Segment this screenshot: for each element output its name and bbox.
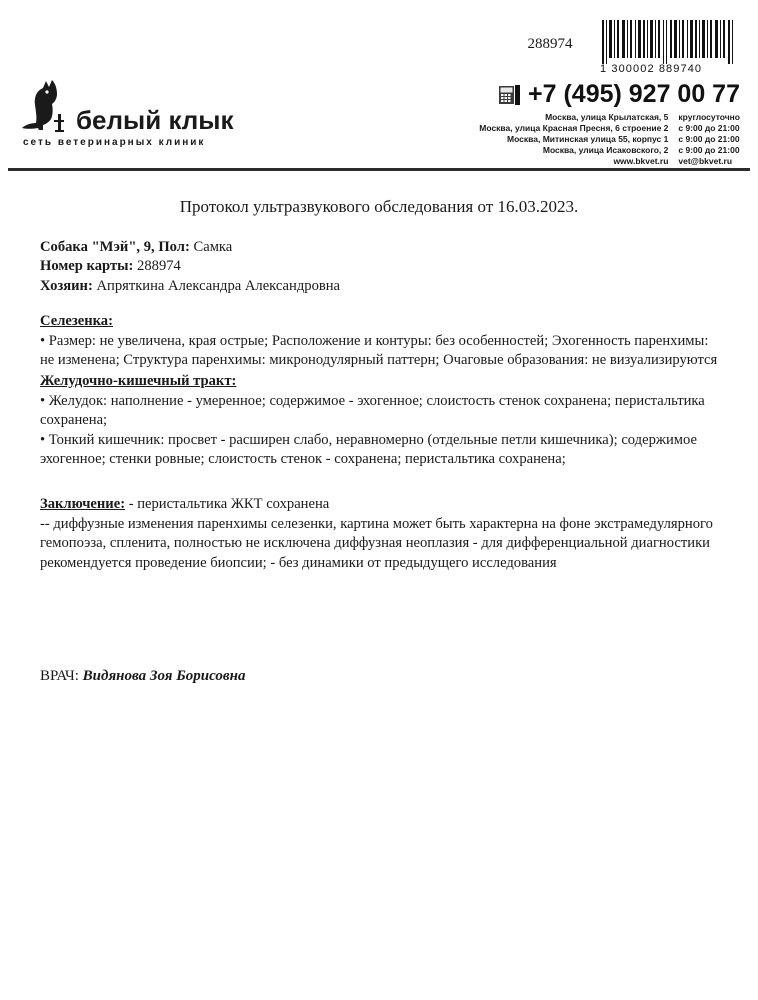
location-address: Москва, улица Красная Пресня, 6 строение 2 [479, 122, 669, 133]
telephone-icon [499, 85, 521, 105]
report-body [40, 238, 724, 573]
conclusion-body: -- диффузные изменения паренхимы селезенки, картина может быть характерна на фоне экстрамедулярного гемопоэза, спленита, полностью не исключена диффузная неоплазия - для дифференциальной диагностики рекомендуется проведение биопсии; - без динамики от предыдущего исследования [40, 515, 713, 571]
card-number-top: 288974 [527, 36, 573, 52]
location-row [479, 123, 740, 134]
location-hours: круглосуточно [678, 112, 740, 122]
patient-owner-value: Апряткина Александра Александровна [96, 277, 341, 294]
patient-card-value: 288974 [137, 258, 181, 275]
location-row-web [479, 156, 740, 167]
location-address: Москва, Митинская улица 55, корпус 1 [506, 133, 669, 144]
location-row [479, 134, 740, 145]
location-row [479, 112, 740, 123]
doctor-label: ВРАЧ: [40, 668, 79, 684]
location-address: Москва, улица Исаковского, 2 [542, 144, 669, 155]
header-divider [8, 168, 750, 171]
patient-animal-label: Собака "Мэй", 9, Пол: [40, 239, 190, 255]
section-heading-git: Желудочно-кишечный тракт: [40, 373, 237, 390]
section-text-spleen: • Размер: не увеличена, края острые; Расположение и контуры: без особенностей; Эхогенность паренхимы: не изменена; Структура паренхимы: микронодулярный паттерн; Очаговые образования: не визуализируются [40, 332, 718, 369]
patient-card-label: Номер карты: [40, 258, 134, 275]
dog-silhouette-icon [22, 78, 74, 136]
location-address: Москва, улица Крылатская, 5 [545, 112, 669, 122]
barcode [598, 20, 738, 75]
email-link[interactable]: vet@bkvet.ru [678, 155, 733, 166]
conclusion-first-line [40, 495, 724, 514]
patient-animal-line [40, 238, 724, 257]
logo-tagline: сеть ветеринарных клиник [23, 137, 206, 148]
doctor-name: Видянова Зоя Борисовна [82, 668, 246, 684]
location-hours: с 9:00 до 21:00 [678, 133, 740, 144]
doctor-signature-line [40, 668, 245, 685]
page-title: Протокол ультразвукового обследования от 16.03.2023. [179, 197, 579, 216]
location-hours: с 9:00 до 21:00 [678, 144, 740, 155]
section-heading-spleen: Селезенка: [40, 313, 113, 330]
barcode-bars-icon [598, 20, 736, 64]
location-hours: с 9:00 до 21:00 [678, 122, 740, 133]
clinic-phone: +7 (495) 927 00 77 [528, 80, 740, 108]
patient-card-line [40, 257, 724, 276]
conclusion-heading: Заключение: [40, 496, 126, 513]
website-link[interactable]: www.bkvet.ru [613, 155, 669, 166]
contact-block [479, 82, 740, 166]
locations-table [479, 112, 740, 166]
document-header [0, 0, 758, 166]
conclusion-first-text: - перистальтика ЖКТ сохранена [125, 496, 330, 513]
logo-name: белый клык [76, 105, 234, 135]
section-text-git-intestine: • Тонкий кишечник: просвет - расширен слабо, неравномерно (отдельные петли кишечника); содержимое эхогенное; стенки ровные; слоистость стенок - сохранена; перистальтика сохранена; [40, 431, 697, 468]
section-text-git-stomach: • Желудок: наполнение - умеренное; содержимое - эхогенное; слоистость стенок сохранена; перистальтика сохранена; [40, 392, 705, 429]
spacer [40, 469, 724, 495]
location-row [479, 145, 740, 156]
clinic-logo [22, 78, 237, 148]
patient-owner-line [40, 277, 724, 296]
patient-owner-label: Хозяин: [40, 277, 93, 294]
spacer [40, 296, 724, 310]
patient-animal-value: Самка [193, 239, 233, 255]
barcode-digits: 1 300002 889740 [600, 63, 703, 75]
